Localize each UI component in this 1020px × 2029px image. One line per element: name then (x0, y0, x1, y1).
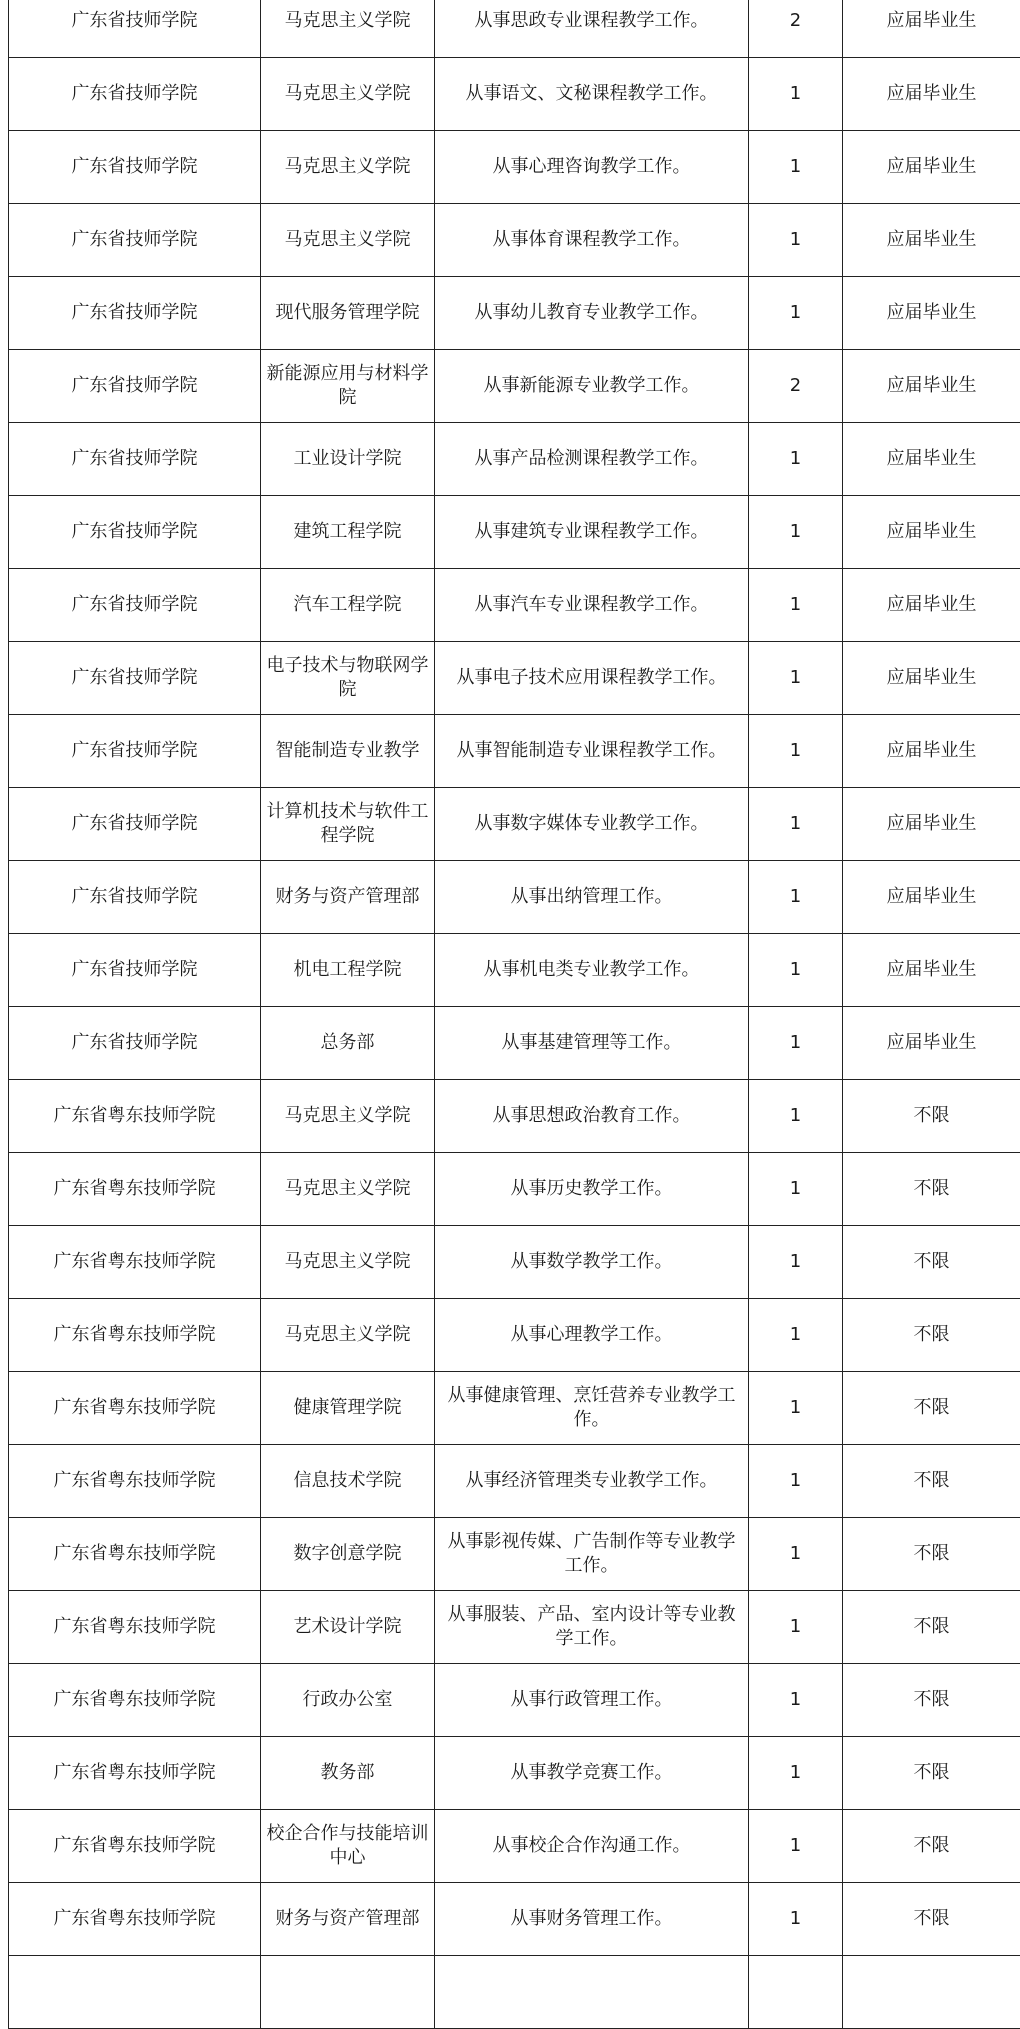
department-cell: 工业设计学院 (261, 423, 435, 496)
school-cell: 广东省粤东技师学院 (9, 1080, 261, 1153)
headcount-cell: 1 (749, 131, 843, 204)
department-cell: 艺术设计学院 (261, 1591, 435, 1664)
table-row (9, 277, 1020, 350)
requirement-cell: 不限 (843, 1664, 1020, 1737)
requirement-cell: 应届毕业生 (843, 788, 1020, 861)
requirement-cell: 不限 (843, 1737, 1020, 1810)
job-duty-cell: 从事服装、产品、室内设计等专业教学工作。 (435, 1591, 749, 1664)
job-duty-cell: 从事汽车专业课程教学工作。 (435, 569, 749, 642)
department-cell: 建筑工程学院 (261, 496, 435, 569)
job-duty-cell: 从事财务管理工作。 (435, 1883, 749, 1956)
school-cell: 广东省粤东技师学院 (9, 1372, 261, 1445)
requirement-cell: 应届毕业生 (843, 715, 1020, 788)
school-cell: 广东省技师学院 (9, 423, 261, 496)
job-duty-cell: 从事教学竞赛工作。 (435, 1737, 749, 1810)
department-cell: 教务部 (261, 1737, 435, 1810)
requirement-cell: 应届毕业生 (843, 58, 1020, 131)
job-duty-cell: 从事幼儿教育专业教学工作。 (435, 277, 749, 350)
department-cell: 健康管理学院 (261, 1372, 435, 1445)
table-row (9, 350, 1020, 423)
job-duty-cell: 从事新能源专业教学工作。 (435, 350, 749, 423)
headcount-cell: 1 (749, 569, 843, 642)
table-row (9, 1007, 1020, 1080)
department-cell: 新能源应用与材料学院 (261, 350, 435, 423)
school-cell: 广东省技师学院 (9, 58, 261, 131)
department-cell: 智能制造专业教学 (261, 715, 435, 788)
school-cell: 广东省粤东技师学院 (9, 1445, 261, 1518)
school-cell: 广东省技师学院 (9, 569, 261, 642)
requirement-cell: 不限 (843, 1226, 1020, 1299)
requirement-cell: 不限 (843, 1153, 1020, 1226)
school-cell: 广东省粤东技师学院 (9, 1226, 261, 1299)
job-duty-cell (435, 1956, 749, 2029)
department-cell: 电子技术与物联网学院 (261, 642, 435, 715)
headcount-cell: 1 (749, 423, 843, 496)
requirement-cell: 应届毕业生 (843, 934, 1020, 1007)
job-duty-cell: 从事健康管理、烹饪营养专业教学工作。 (435, 1372, 749, 1445)
department-cell: 校企合作与技能培训中心 (261, 1810, 435, 1883)
headcount-cell: 1 (749, 1664, 843, 1737)
requirement-cell: 应届毕业生 (843, 861, 1020, 934)
job-duty-cell: 从事思政专业课程教学工作。 (435, 0, 749, 58)
department-cell: 马克思主义学院 (261, 58, 435, 131)
headcount-cell: 1 (749, 1226, 843, 1299)
school-cell: 广东省粤东技师学院 (9, 1883, 261, 1956)
headcount-cell: 1 (749, 277, 843, 350)
department-cell: 财务与资产管理部 (261, 1883, 435, 1956)
department-cell: 现代服务管理学院 (261, 277, 435, 350)
table-row (9, 1518, 1020, 1591)
table-row (9, 0, 1020, 58)
job-duty-cell: 从事基建管理等工作。 (435, 1007, 749, 1080)
job-duty-cell: 从事产品检测课程教学工作。 (435, 423, 749, 496)
requirement-cell (843, 1956, 1020, 2029)
table-body (9, 0, 1020, 2029)
department-cell: 信息技术学院 (261, 1445, 435, 1518)
school-cell: 广东省技师学院 (9, 788, 261, 861)
headcount-cell: 1 (749, 1153, 843, 1226)
table-row (9, 1153, 1020, 1226)
school-cell: 广东省粤东技师学院 (9, 1299, 261, 1372)
department-cell: 马克思主义学院 (261, 204, 435, 277)
requirement-cell: 不限 (843, 1883, 1020, 1956)
requirement-cell: 不限 (843, 1518, 1020, 1591)
table-row (9, 569, 1020, 642)
requirement-cell: 应届毕业生 (843, 204, 1020, 277)
school-cell: 广东省粤东技师学院 (9, 1591, 261, 1664)
school-cell: 广东省粤东技师学院 (9, 1810, 261, 1883)
requirement-cell: 应届毕业生 (843, 423, 1020, 496)
table-row (9, 1372, 1020, 1445)
table-row (9, 1591, 1020, 1664)
headcount-cell: 1 (749, 861, 843, 934)
headcount-cell: 1 (749, 1007, 843, 1080)
job-duty-cell: 从事影视传媒、广告制作等专业教学工作。 (435, 1518, 749, 1591)
department-cell: 汽车工程学院 (261, 569, 435, 642)
table-row (9, 715, 1020, 788)
school-cell: 广东省技师学院 (9, 861, 261, 934)
department-cell: 数字创意学院 (261, 1518, 435, 1591)
requirement-cell: 应届毕业生 (843, 1007, 1020, 1080)
school-cell: 广东省技师学院 (9, 277, 261, 350)
headcount-cell: 1 (749, 1883, 843, 1956)
headcount-cell: 2 (749, 0, 843, 58)
requirement-cell: 应届毕业生 (843, 569, 1020, 642)
table-row (9, 58, 1020, 131)
department-cell: 总务部 (261, 1007, 435, 1080)
headcount-cell: 2 (749, 350, 843, 423)
requirement-cell: 应届毕业生 (843, 0, 1020, 58)
headcount-cell: 1 (749, 1445, 843, 1518)
job-duty-cell: 从事智能制造专业课程教学工作。 (435, 715, 749, 788)
department-cell: 财务与资产管理部 (261, 861, 435, 934)
department-cell: 计算机技术与软件工程学院 (261, 788, 435, 861)
table-row (9, 1664, 1020, 1737)
headcount-cell: 1 (749, 715, 843, 788)
headcount-cell: 1 (749, 1080, 843, 1153)
job-duty-cell: 从事思想政治教育工作。 (435, 1080, 749, 1153)
school-cell: 广东省技师学院 (9, 642, 261, 715)
job-duty-cell: 从事数字媒体专业教学工作。 (435, 788, 749, 861)
requirement-cell: 不限 (843, 1591, 1020, 1664)
table-row (9, 496, 1020, 569)
table-row (9, 1883, 1020, 1956)
department-cell: 行政办公室 (261, 1664, 435, 1737)
job-duty-cell: 从事体育课程教学工作。 (435, 204, 749, 277)
table-row (9, 861, 1020, 934)
requirement-cell: 应届毕业生 (843, 496, 1020, 569)
headcount-cell: 1 (749, 1591, 843, 1664)
department-cell: 马克思主义学院 (261, 1226, 435, 1299)
requirement-cell: 不限 (843, 1810, 1020, 1883)
requirement-cell: 不限 (843, 1445, 1020, 1518)
school-cell: 广东省技师学院 (9, 0, 261, 58)
requirement-cell: 不限 (843, 1299, 1020, 1372)
headcount-cell: 1 (749, 58, 843, 131)
headcount-cell: 1 (749, 1299, 843, 1372)
job-duty-cell: 从事校企合作沟通工作。 (435, 1810, 749, 1883)
job-duty-cell: 从事心理咨询教学工作。 (435, 131, 749, 204)
job-duty-cell: 从事出纳管理工作。 (435, 861, 749, 934)
job-duty-cell: 从事建筑专业课程教学工作。 (435, 496, 749, 569)
school-cell (9, 1956, 261, 2029)
school-cell: 广东省技师学院 (9, 204, 261, 277)
school-cell: 广东省技师学院 (9, 496, 261, 569)
headcount-cell: 1 (749, 1737, 843, 1810)
school-cell: 广东省技师学院 (9, 715, 261, 788)
table-row (9, 1737, 1020, 1810)
headcount-cell: 1 (749, 496, 843, 569)
department-cell: 马克思主义学院 (261, 1080, 435, 1153)
job-duty-cell: 从事数学教学工作。 (435, 1226, 749, 1299)
headcount-cell: 1 (749, 788, 843, 861)
recruitment-table (8, 0, 1020, 2029)
table-row (9, 1956, 1020, 2029)
table-row (9, 1080, 1020, 1153)
headcount-cell: 1 (749, 1518, 843, 1591)
school-cell: 广东省粤东技师学院 (9, 1737, 261, 1810)
requirement-cell: 应届毕业生 (843, 277, 1020, 350)
requirement-cell: 应届毕业生 (843, 350, 1020, 423)
headcount-cell: 1 (749, 642, 843, 715)
table-row (9, 204, 1020, 277)
school-cell: 广东省粤东技师学院 (9, 1518, 261, 1591)
headcount-cell: 1 (749, 1810, 843, 1883)
headcount-cell: 1 (749, 204, 843, 277)
table-row (9, 131, 1020, 204)
school-cell: 广东省粤东技师学院 (9, 1153, 261, 1226)
table-row (9, 788, 1020, 861)
department-cell: 机电工程学院 (261, 934, 435, 1007)
requirement-cell: 不限 (843, 1372, 1020, 1445)
school-cell: 广东省技师学院 (9, 934, 261, 1007)
table-row (9, 1445, 1020, 1518)
job-duty-cell: 从事行政管理工作。 (435, 1664, 749, 1737)
school-cell: 广东省技师学院 (9, 350, 261, 423)
table-row (9, 934, 1020, 1007)
table-row (9, 1810, 1020, 1883)
table-row (9, 423, 1020, 496)
requirement-cell: 不限 (843, 1080, 1020, 1153)
job-duty-cell: 从事心理教学工作。 (435, 1299, 749, 1372)
headcount-cell (749, 1956, 843, 2029)
requirement-cell: 应届毕业生 (843, 131, 1020, 204)
department-cell: 马克思主义学院 (261, 1153, 435, 1226)
headcount-cell: 1 (749, 934, 843, 1007)
school-cell: 广东省技师学院 (9, 1007, 261, 1080)
job-duty-cell: 从事机电类专业教学工作。 (435, 934, 749, 1007)
department-cell: 马克思主义学院 (261, 0, 435, 58)
headcount-cell: 1 (749, 1372, 843, 1445)
school-cell: 广东省粤东技师学院 (9, 1664, 261, 1737)
table-row (9, 1226, 1020, 1299)
requirement-cell: 应届毕业生 (843, 642, 1020, 715)
job-duty-cell: 从事经济管理类专业教学工作。 (435, 1445, 749, 1518)
job-duty-cell: 从事历史教学工作。 (435, 1153, 749, 1226)
department-cell: 马克思主义学院 (261, 131, 435, 204)
table-row (9, 642, 1020, 715)
school-cell: 广东省技师学院 (9, 131, 261, 204)
table-row (9, 1299, 1020, 1372)
job-duty-cell: 从事语文、文秘课程教学工作。 (435, 58, 749, 131)
job-duty-cell: 从事电子技术应用课程教学工作。 (435, 642, 749, 715)
department-cell (261, 1956, 435, 2029)
department-cell: 马克思主义学院 (261, 1299, 435, 1372)
